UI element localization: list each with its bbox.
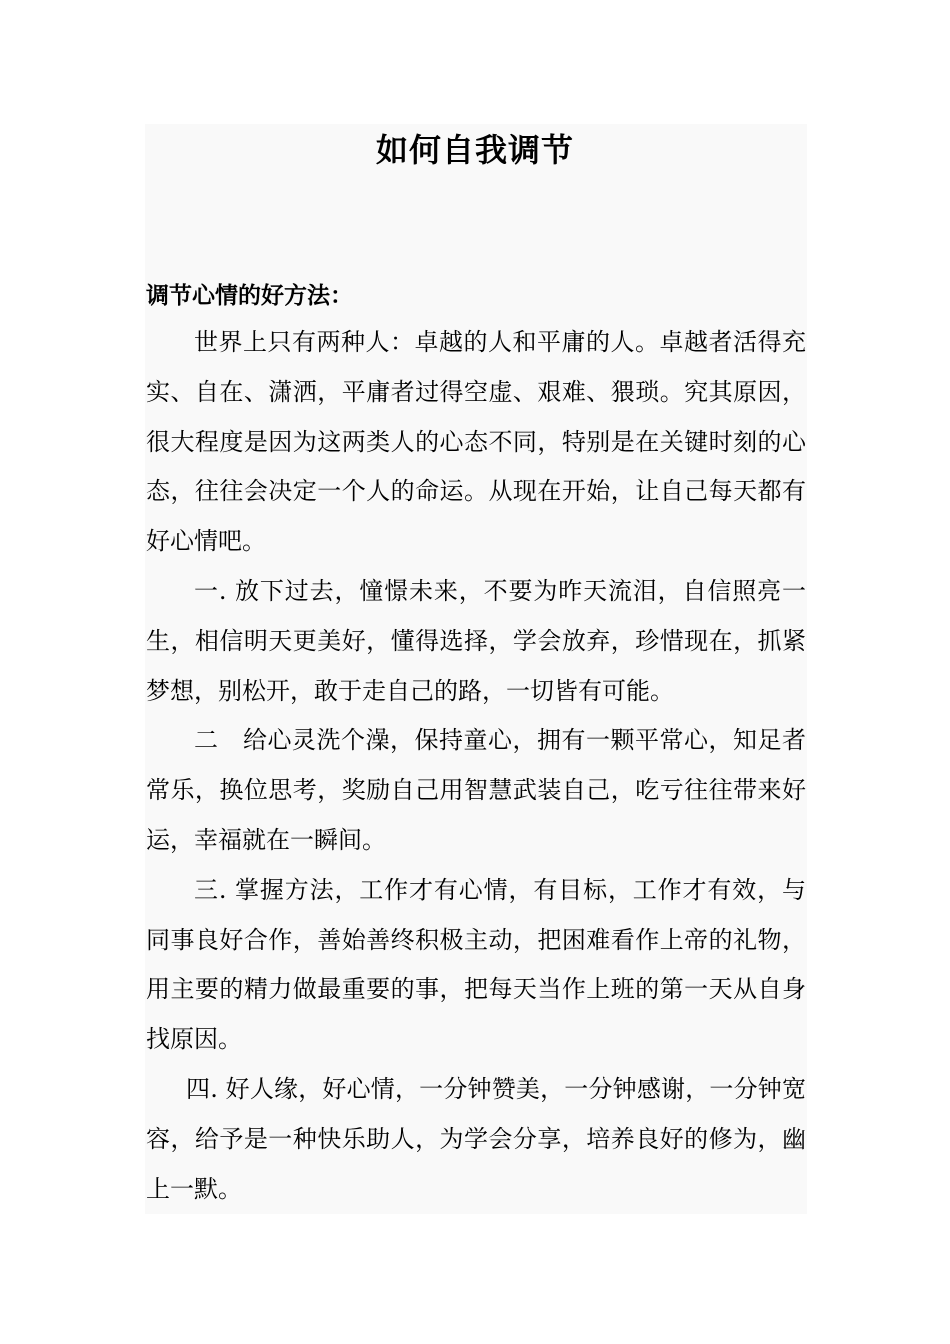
document-body (146, 318, 806, 1214)
document-title: 如何自我调节 (375, 131, 574, 169)
paragraph-method-2: 二 给心灵洗个澡，保持童心，拥有一颗平常心，知足者常乐，换位思考，奖励自己用智慧武装自己，吃亏往往带来好运，幸福就在一瞬间。 (146, 726, 806, 854)
paragraph-method-1: 一. 放下过去，憧憬未来，不要为昨天流泪，自信照亮一生，相信明天更美好，懂得选择，学会放弃，珍惜现在，抓紧梦想，别松开，敢于走自己的路，一切皆有可能。 (146, 576, 806, 705)
paragraph-method-4: 四. 好人缘，好心情，一分钟赞美，一分钟感谢，一分钟宽容，给予是一种快乐助人，为学会分享，培养良好的修为，幽上一默。 (146, 1074, 806, 1203)
paragraph-intro: 世界上只有两种人：卓越的人和平庸的人。卓越者活得充实、自在、潇洒，平庸者过得空虚、艰难、猥琐。究其原因，很大程度是因为这两类人的心态不同，特别是在关键时刻的心态，往往会决定一个人的命运。从现在开始，让自己每天都有好心情吧。 (146, 328, 806, 556)
paragraph-method-3: 三. 掌握方法，工作才有心情，有目标，工作才有效，与同事良好合作，善始善终积极主动，把困难看作上帝的礼物，用主要的精力做最重要的事，把每天当作上班的第一天从自身找原因。 (146, 875, 806, 1054)
section-heading: 调节心情的好方法： (146, 283, 353, 309)
